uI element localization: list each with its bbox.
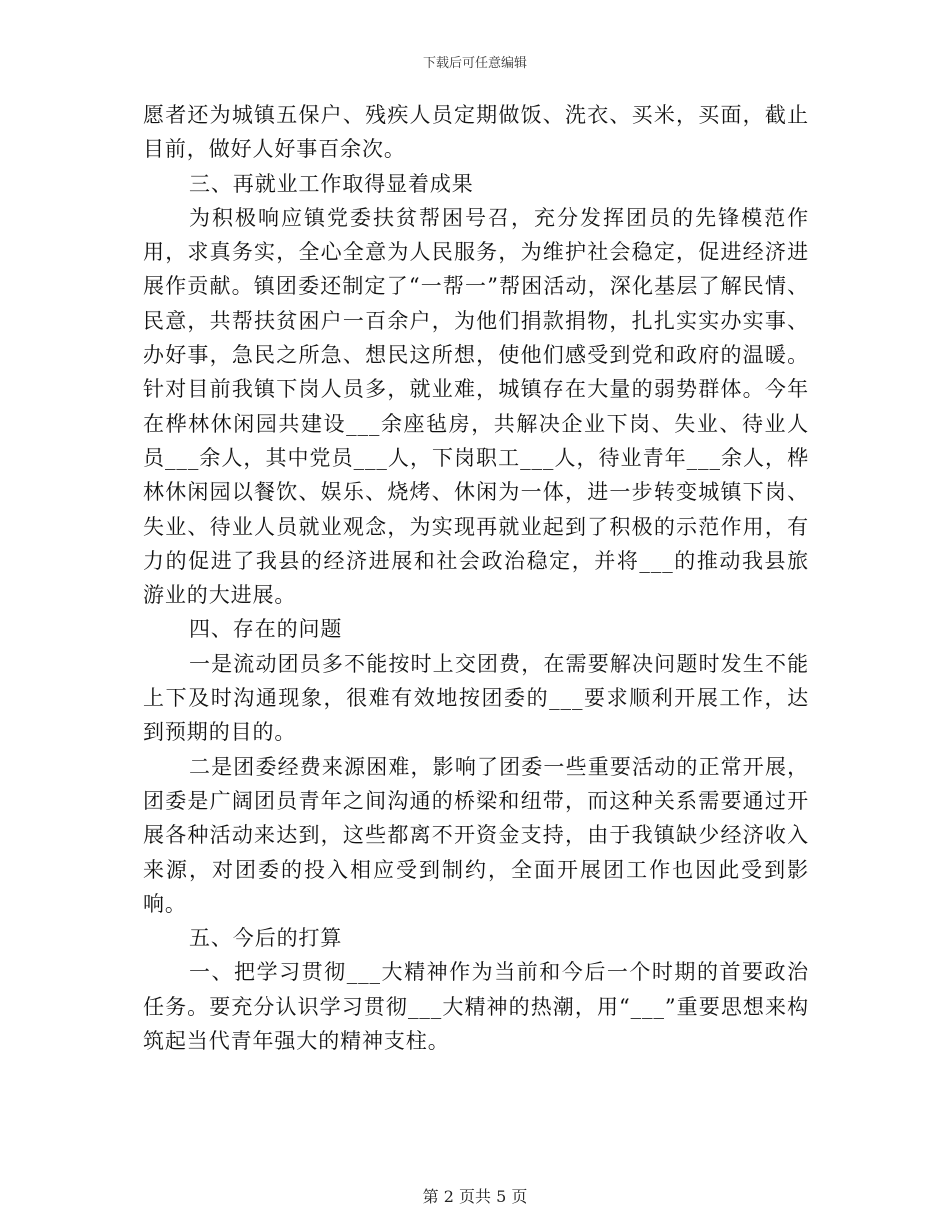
section-heading-3: 三、再就业工作取得显着成果 bbox=[189, 171, 474, 196]
paragraph-8: 一、把学习贯彻___大精神作为当前和今后一个时期的首要政治任务。要充分认识学习贯彻___大精神的热潮，用“___”重要思想来构筑起当代青年强大的精神支柱。 bbox=[143, 960, 809, 1054]
paragraph-5: 一是流动团员多不能按时上交团费，在需要解决问题时发生不能上下及时沟通现象，很难有效地按团委的___要求顺利开展工作，达到预期的目的。 bbox=[143, 651, 809, 745]
paragraph-1: 愿者还为城镇五保户、残疾人员定期做饭、洗衣、买米，买面，截止目前，做好人好事百余次。 bbox=[143, 103, 809, 162]
page-header: 下载后可任意编辑 bbox=[422, 56, 527, 71]
document-body bbox=[143, 98, 809, 1058]
page-footer: 第 2 页共 5 页 bbox=[422, 1187, 528, 1206]
paragraph-3: 为积极响应镇党委扶贫帮困号召，充分发挥团员的先锋模范作用，求真务实，全心全意为人民服务，为维护社会稳定，促进经济进展作贡献。镇团委还制定了“一帮一”帮困活动，深化基层了解民情、民意，共帮扶贫困户一百余户，为他们捐款捐物，扎扎实实办实事、办好事，急民之所急、想民这所想，使他们感受到党和政府的温暖。针对目前我镇下岗人员多，就业难，城镇存在大量的弱势群体。今年在桦林休闲园共建设___余座毡房，共解决企业下岗、失业、待业人员___余人，其中党员___人，下岗职工___人，待业青年___余人，桦林休闲园以餐饮、娱乐、烧烤、休闲为一体，进一步转变城镇下岗、失业、待业人员就业观念，为实现再就业起到了积极的示范作用，有力的促进了我县的经济进展和社会政治稳定，并将___的推动我县旅游业的大进展。 bbox=[143, 205, 809, 608]
paragraph-6: 二是团委经费来源困难，影响了团委一些重要活动的正常开展，团委是广阔团员青年之间沟通的桥梁和纽带，而这种关系需要通过开展各种活动来达到，这些都离不开资金支持，由于我镇缺少经济收入来源，对团委的投入相应受到制约，全面开展团工作也因此受到影响。 bbox=[143, 754, 809, 916]
section-heading-4: 四、存在的问题 bbox=[189, 617, 343, 642]
section-heading-5: 五、今后的打算 bbox=[189, 926, 343, 951]
